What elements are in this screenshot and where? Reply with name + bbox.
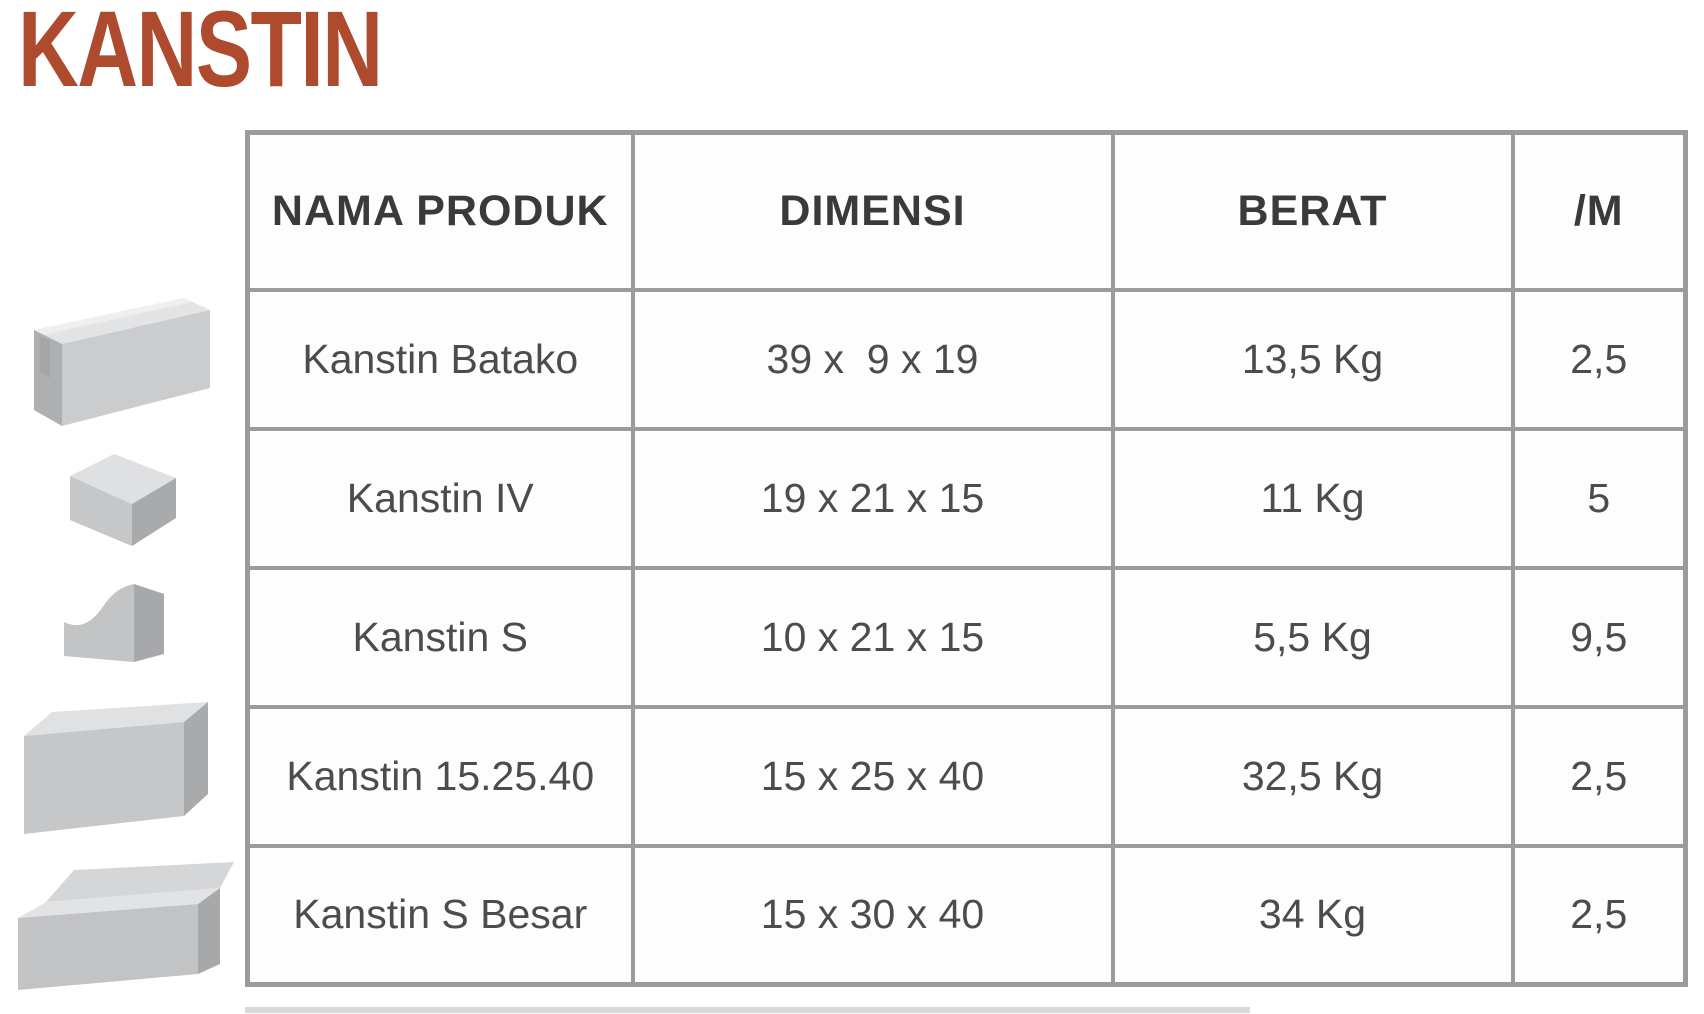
product-image-kanstin-s [50, 560, 180, 680]
kanstin-15-25-40-block-icon [12, 684, 212, 844]
product-dimension: 39 x 9 x 19 [633, 290, 1113, 429]
table-row [248, 290, 1686, 429]
product-image-kanstin-batako [16, 286, 216, 441]
product-weight: 32,5 Kg [1113, 707, 1513, 846]
cropped-next-section-edge [245, 1007, 1250, 1013]
product-weight: 13,5 Kg [1113, 290, 1513, 429]
table-row [248, 568, 1686, 707]
product-per-meter: 2,5 [1513, 707, 1686, 846]
kanstin-s-block-icon [50, 560, 180, 675]
col-header-berat: BERAT [1113, 133, 1513, 290]
product-image-kanstin-iv [50, 438, 190, 558]
product-per-meter: 5 [1513, 429, 1686, 568]
product-per-meter: 2,5 [1513, 846, 1686, 985]
product-spec-table [245, 130, 1688, 987]
table-row [248, 707, 1686, 846]
product-weight: 5,5 Kg [1113, 568, 1513, 707]
kanstin-s-besar-block-icon [6, 844, 241, 994]
table-row [248, 429, 1686, 568]
product-name: Kanstin Batako [248, 290, 633, 429]
product-name: Kanstin S Besar [248, 846, 633, 985]
page-title: KANSTIN [18, 0, 382, 109]
product-name: Kanstin 15.25.40 [248, 707, 633, 846]
product-image-kanstin-s-besar [6, 844, 241, 999]
product-weight: 11 Kg [1113, 429, 1513, 568]
col-header-nama-produk: NAMA PRODUK [248, 133, 633, 290]
product-name: Kanstin IV [248, 429, 633, 568]
table-row [248, 846, 1686, 985]
col-header-per-m: /M [1513, 133, 1686, 290]
product-image-kanstin-15-25-40 [12, 684, 212, 849]
kanstin-batako-block-icon [16, 286, 216, 436]
product-image-column [0, 0, 245, 1014]
product-dimension: 10 x 21 x 15 [633, 568, 1113, 707]
product-dimension: 15 x 25 x 40 [633, 707, 1113, 846]
product-dimension: 19 x 21 x 15 [633, 429, 1113, 568]
product-name: Kanstin S [248, 568, 633, 707]
product-per-meter: 9,5 [1513, 568, 1686, 707]
col-header-dimensi: DIMENSI [633, 133, 1113, 290]
product-per-meter: 2,5 [1513, 290, 1686, 429]
table-header-row [248, 133, 1686, 290]
product-dimension: 15 x 30 x 40 [633, 846, 1113, 985]
product-weight: 34 Kg [1113, 846, 1513, 985]
kanstin-iv-block-icon [50, 438, 190, 553]
